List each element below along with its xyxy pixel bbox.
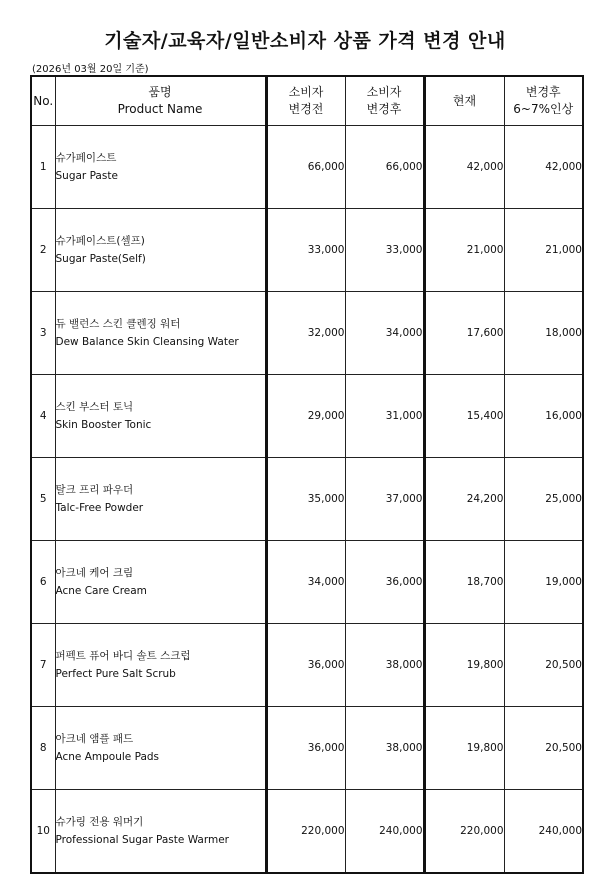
product-name-ko: 슈가페이스트(셀프) [55, 235, 145, 247]
row-consumer-after: 240,000 [345, 790, 424, 874]
row-consumer-before: 33,000 [266, 209, 345, 292]
product-name-ko: 아크네 앰플 패드 [55, 733, 134, 745]
header-product-name [55, 76, 266, 126]
row-changed: 16,000 [504, 375, 583, 458]
product-name-en: Perfect Pure Salt Scrub [55, 668, 176, 680]
row-product-name [55, 624, 266, 707]
row-no: 6 [31, 541, 55, 624]
product-name-ko: 아크네 케어 크림 [55, 567, 134, 579]
row-consumer-before: 29,000 [266, 375, 345, 458]
row-consumer-after: 38,000 [345, 624, 424, 707]
row-product-name [55, 126, 266, 209]
product-name-en: Talc-Free Powder [55, 502, 144, 514]
product-name-en: Acne Care Cream [55, 585, 147, 597]
price-table [30, 75, 584, 874]
table-row [31, 209, 583, 292]
table-row [31, 790, 583, 874]
date-note: (2026년 03월 20일 기준) [32, 64, 149, 75]
row-consumer-after: 31,000 [345, 375, 424, 458]
row-consumer-after: 34,000 [345, 292, 424, 375]
row-product-name [55, 292, 266, 375]
row-product-name [55, 541, 266, 624]
table-row [31, 292, 583, 375]
row-no: 3 [31, 292, 55, 375]
row-no: 4 [31, 375, 55, 458]
row-consumer-before: 66,000 [266, 126, 345, 209]
table-header-row [31, 76, 583, 126]
header-current: 현재 [424, 76, 504, 126]
row-consumer-before: 36,000 [266, 707, 345, 790]
row-current: 19,800 [424, 707, 504, 790]
row-current: 220,000 [424, 790, 504, 874]
product-name-ko: 슈가링 전용 워머기 [55, 816, 144, 828]
header-changed-line2: 6~7%인상 [513, 102, 574, 116]
table-row [31, 624, 583, 707]
row-changed: 240,000 [504, 790, 583, 874]
table-row [31, 541, 583, 624]
row-no: 10 [31, 790, 55, 874]
row-changed: 21,000 [504, 209, 583, 292]
header-name-en: Product Name [117, 102, 203, 116]
row-changed: 19,000 [504, 541, 583, 624]
row-no: 1 [31, 126, 55, 209]
row-product-name [55, 458, 266, 541]
header-consumer-before [266, 76, 345, 126]
header-changed [504, 76, 583, 126]
header-name-ko: 품명 [148, 85, 172, 99]
row-current: 21,000 [424, 209, 504, 292]
product-name-ko: 슈가페이스트 [55, 152, 117, 164]
header-after-line1: 소비자 [366, 85, 402, 99]
row-product-name [55, 209, 266, 292]
table-row [31, 375, 583, 458]
product-name-ko: 탈크 프리 파우더 [55, 484, 134, 496]
row-changed: 42,000 [504, 126, 583, 209]
row-product-name [55, 375, 266, 458]
product-name-ko: 듀 밸런스 스킨 클렌징 워터 [55, 318, 181, 330]
header-after-line2: 변경후 [366, 102, 402, 116]
row-consumer-before: 32,000 [266, 292, 345, 375]
product-name-en: Sugar Paste(Self) [55, 253, 146, 265]
row-current: 24,200 [424, 458, 504, 541]
row-no: 7 [31, 624, 55, 707]
table-row [31, 126, 583, 209]
row-changed: 20,500 [504, 624, 583, 707]
product-name-en: Skin Booster Tonic [55, 419, 152, 431]
row-consumer-after: 37,000 [345, 458, 424, 541]
header-before-line2: 변경전 [288, 102, 324, 116]
row-changed: 18,000 [504, 292, 583, 375]
row-consumer-before: 36,000 [266, 624, 345, 707]
row-consumer-after: 36,000 [345, 541, 424, 624]
row-current: 15,400 [424, 375, 504, 458]
table-row [31, 707, 583, 790]
row-current: 19,800 [424, 624, 504, 707]
row-current: 17,600 [424, 292, 504, 375]
row-product-name [55, 790, 266, 874]
product-name-en: Professional Sugar Paste Warmer [55, 834, 229, 846]
row-consumer-after: 66,000 [345, 126, 424, 209]
row-changed: 20,500 [504, 707, 583, 790]
header-consumer-after [345, 76, 424, 126]
table-row [31, 458, 583, 541]
header-changed-line1: 변경후 [525, 85, 561, 99]
row-consumer-after: 33,000 [345, 209, 424, 292]
page-title: 기술자/교육자/일반소비자 상품 가격 변경 안내 [104, 30, 506, 52]
row-current: 42,000 [424, 126, 504, 209]
row-no: 2 [31, 209, 55, 292]
product-name-en: Acne Ampoule Pads [55, 751, 160, 763]
header-before-line1: 소비자 [288, 85, 324, 99]
row-consumer-before: 220,000 [266, 790, 345, 874]
row-no: 8 [31, 707, 55, 790]
row-no: 5 [31, 458, 55, 541]
row-consumer-before: 34,000 [266, 541, 345, 624]
row-consumer-before: 35,000 [266, 458, 345, 541]
row-changed: 25,000 [504, 458, 583, 541]
product-name-ko: 퍼펙트 퓨어 바디 솔트 스크럽 [55, 650, 191, 662]
row-consumer-after: 38,000 [345, 707, 424, 790]
product-name-en: Sugar Paste [55, 170, 118, 182]
row-current: 18,700 [424, 541, 504, 624]
product-name-ko: 스킨 부스터 토닉 [55, 401, 134, 413]
product-name-en: Dew Balance Skin Cleansing Water [55, 336, 239, 348]
header-no: No. [31, 76, 55, 126]
row-product-name [55, 707, 266, 790]
